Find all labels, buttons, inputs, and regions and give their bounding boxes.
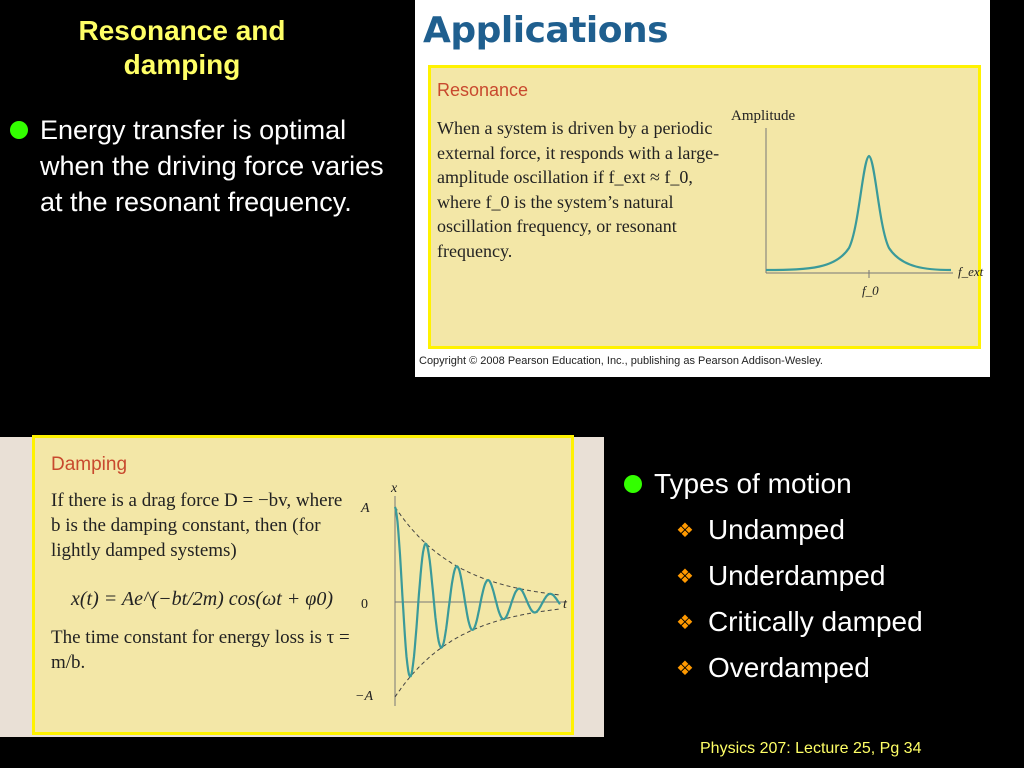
- resonance-text: When a system is driven by a periodic external force, it responds with a large-amplitude oscillation if f_ext ≈ f_0, where f_0 is the system’s natural oscillation frequency, or resonant frequency.: [437, 118, 720, 261]
- damping-time-constant-text: The time constant for energy loss is τ = m/b.: [51, 627, 350, 673]
- list-item: [676, 606, 1014, 638]
- bullet-dot-icon: [10, 121, 28, 139]
- resonance-graph-tick-label: f_0: [862, 283, 879, 298]
- diamond-bullet-icon: ❖: [676, 657, 694, 680]
- damping-tick-negA: −A: [355, 689, 373, 704]
- list-item: [676, 514, 1014, 546]
- diamond-bullet-icon: ❖: [676, 519, 694, 542]
- slide-footer: Physics 207: Lecture 25, Pg 34: [700, 740, 922, 757]
- resonance-graph: [721, 98, 984, 308]
- damping-tick-0: 0: [361, 597, 368, 612]
- resonance-box: [428, 65, 984, 349]
- list-item: [676, 652, 1014, 684]
- motion-type-label: Critically damped: [707, 606, 923, 637]
- motion-type-label: Underdamped: [707, 560, 886, 591]
- damping-text: If there is a drag force D = −bv, where b is the damping constant, then (for lightly damped systems): [51, 490, 343, 561]
- diamond-bullet-icon: ❖: [676, 611, 694, 634]
- damping-tick-A: A: [361, 501, 370, 516]
- damping-box: [32, 435, 574, 735]
- types-of-motion-list: [624, 468, 1014, 684]
- applications-figure: [415, 0, 990, 377]
- resonance-graph-xlabel: f_ext: [958, 264, 984, 279]
- damping-equation: x(t) = Ae^(−bt/2m) cos(ωt + φ0): [71, 588, 334, 610]
- applications-heading: Applications: [423, 10, 669, 51]
- list-item: [676, 560, 1014, 592]
- types-of-motion-heading: Types of motion: [654, 468, 852, 499]
- damping-graph: [355, 478, 570, 708]
- motion-type-label: Undamped: [707, 514, 845, 545]
- resonance-heading: Resonance: [437, 80, 529, 100]
- damping-envelope-lower: [395, 609, 560, 697]
- damping-heading: Damping: [51, 454, 128, 475]
- damping-graph-ylabel: x: [391, 481, 398, 496]
- diamond-bullet-icon: ❖: [676, 565, 694, 588]
- resonance-graph-ylabel: Amplitude: [731, 108, 796, 124]
- motion-type-label: Overdamped: [707, 652, 870, 683]
- slide-title: Resonance and damping: [78, 15, 286, 80]
- bullet-energy-transfer: [10, 112, 390, 220]
- damping-graph-xlabel: t: [563, 597, 567, 612]
- damping-figure: [0, 437, 604, 737]
- copyright-notice: Copyright © 2008 Pearson Education, Inc., publishing as Pearson Addison-Wesley.: [419, 355, 823, 367]
- bullet-text: Energy transfer is optimal when the driving force varies at the resonant frequency.: [40, 115, 384, 217]
- resonance-curve: [766, 156, 951, 270]
- bullet-dot-icon: [624, 475, 642, 493]
